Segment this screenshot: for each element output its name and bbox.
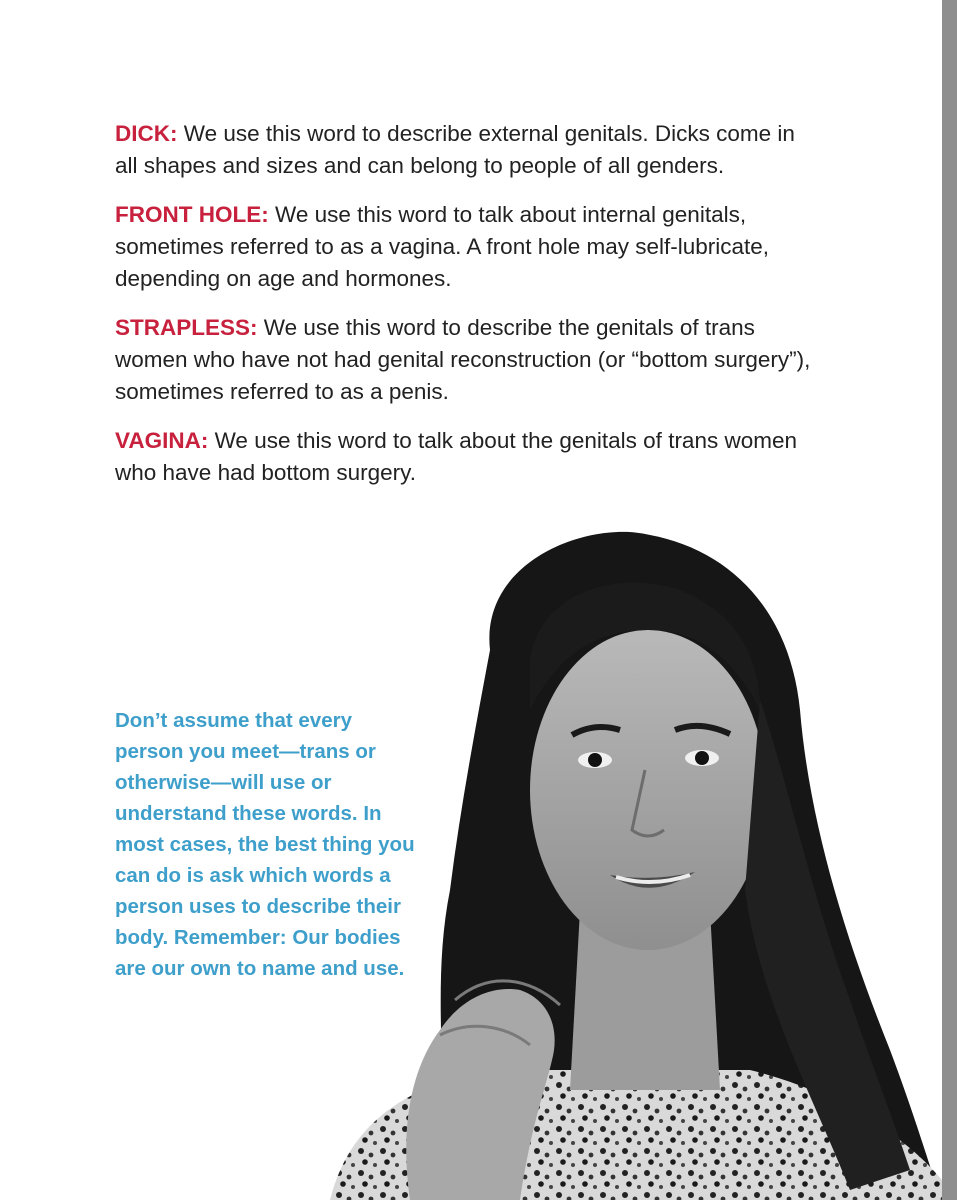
glossary-term: FRONT HOLE: [115,202,269,227]
portrait-photo [290,530,942,1200]
glossary-definition: We use this word to talk about the genitals of trans women who have had bottom surgery. [115,428,797,485]
glossary-entry-front-hole [115,199,815,295]
glossary-entry-vagina [115,425,815,489]
glossary-definition: We use this word to talk about internal genitals, sometimes referred to as a vagina. A front hole may self-lubricate, depending on age and hormones. [115,202,770,291]
page-edge [942,0,957,1200]
callout-text: Don’t assume that every person you meet—trans or otherwise—will use or understand these words. In most cases, the best thing you can do is ask which words a person uses to describe their body. Remember: Our bodies are our own to name and use. [115,708,415,980]
portrait-photo-icon [290,530,942,1200]
glossary-definition: We use this word to describe the genitals of trans women who have not had genital reconstruction (or “bottom surgery”), sometimes referred to as a penis. [115,315,811,404]
glossary-term: DICK: [115,121,178,146]
glossary-term: STRAPLESS: [115,315,258,340]
glossary [115,118,815,506]
glossary-entry-strapless [115,312,815,408]
glossary-entry-dick [115,118,815,182]
glossary-definition: We use this word to describe external genitals. Dicks come in all shapes and sizes and can belong to people of all genders. [115,121,795,178]
glossary-term: VAGINA: [115,428,209,453]
